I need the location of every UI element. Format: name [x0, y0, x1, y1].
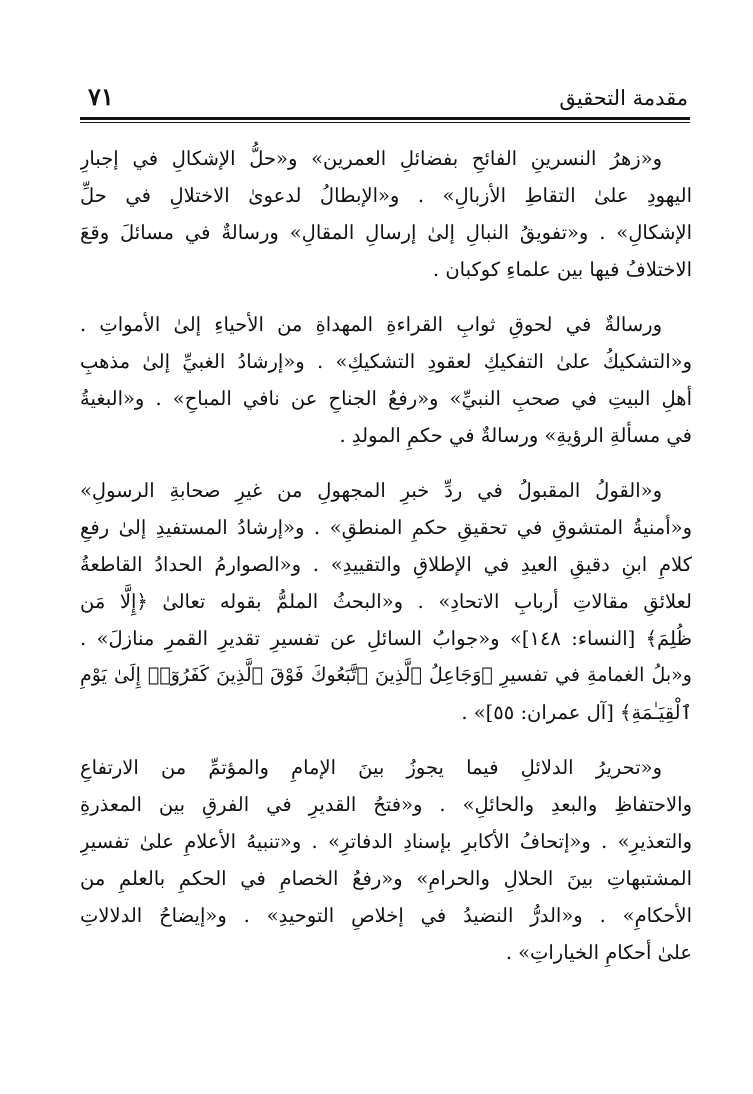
text-line: في مسألةِ الرؤيةِ» ورسالةٌ في حكمِ المولدِ . [339, 424, 692, 447]
paragraph-1 [80, 140, 692, 288]
text-line: الأحكامِ» . و«الدرُّ النضيدُ في إخلاصِ التوحيدِ» . و«إيضاحُ الدلالاتِ [80, 904, 692, 927]
body-text [80, 140, 692, 989]
text-line: الإشكالِ» . و«تفويقُ النبالِ إلىٰ إرسالِ المقالِ» ورسالةٌ في مسائلَ وقعَ [80, 221, 692, 244]
text-line: والتعذيرِ» . و«إتحافُ الأكابرِ بإسنادِ الدفاترِ» . و«تنبيهُ الأعلامِ علىٰ تفسيرِ [80, 830, 692, 853]
text-line: المشتبهاتِ بينَ الحلالِ والحرامِ» و«رفعُ الخصامِ في الحكمِ بالعلمِ من [80, 867, 692, 890]
text-line: و«أمنيةُ المتشوقِ في تحقيقِ حكمِ المنطقِ» . و«إرشادُ المستفيدِ إلىٰ رفعِ [80, 516, 692, 539]
paragraph-4 [80, 749, 692, 971]
text-line: أهلِ البيتِ في صحبِ النبيِّ» و«رفعُ الجناحِ عن نافي المباحِ» . و«البغيةُ [80, 387, 692, 410]
paragraph-3 [80, 472, 692, 731]
text-line: و«تحريرُ الدلائلِ فيما يجوزُ بينَ الإمامِ والمؤتمِّ من الارتفاعِ [80, 756, 662, 779]
text-line: الاختلافُ فيها بين علماءِ كوكبان . [432, 258, 692, 281]
text-line: و«بلُ الغمامةِ في تفسيرِ ﴿وَجَاعِلُ ٱلَّذِينَ ٱتَّبَعُوكَ فَوْقَ ٱلَّذِينَ كَفَرُوٓا۟ إِلَىٰ يَوْمِ [80, 664, 692, 686]
page-number: ٧١ [88, 82, 114, 111]
running-title: مقدمة التحقيق [559, 86, 688, 110]
text-line: لعلائقِ مقالاتِ أربابِ الاتحادِ» . و«البحثُ الملمُّ بقوله تعالىٰ ﴿إِلَّا مَن [80, 590, 692, 613]
text-line: كلامِ ابنِ دقيقِ العيدِ في الإطلاقِ والتقييدِ» . و«الصوارمُ الحدادُ القاطعةُ [80, 553, 692, 576]
text-line: اليهودِ علىٰ التقاطِ الأزبالِ» . و«الإبطالُ لدعوىٰ الاختلالِ في حلِّ [80, 184, 692, 207]
text-line: و«التشكيكُ علىٰ التفكيكِ لعقودِ التشكيكِ» . و«إرشادُ الغبيِّ إلىٰ مذهبِ [80, 350, 692, 373]
text-line: ورسالةٌ في لحوقِ ثوابِ القراءةِ المهداةِ من الأحياءِ إلىٰ الأمواتِ . [80, 313, 663, 336]
paragraph-2 [80, 306, 692, 454]
text-line: ظُلِمَ﴾ [النساء: ١٤٨]» و«جوابُ السائلِ عن تفسيرِ تقديرِ القمرِ منازلَ» . [80, 627, 692, 650]
header-rule-thin [80, 122, 690, 123]
text-line: و«زهرُ النسرينِ الفائحِ بفضائلِ العمرين» و«حلُّ الإشكالِ في إجبارِ [80, 147, 662, 170]
text-line: ٱلْقِيَـٰمَةِ﴾ [آل عمران: ٥٥]» . [461, 701, 692, 724]
page-header [88, 78, 688, 114]
text-line: و«القولُ المقبولُ في ردِّ خبرِ المجهولِ من غيرِ صحابةِ الرسولِ» [80, 479, 662, 502]
text-line: والاحتفاظِ والبعدِ والحائلِ» . و«فتحُ القديرِ في الفرقِ بين المعذرةِ [80, 793, 692, 816]
text-line: علىٰ أحكامِ الخياراتِ» . [505, 941, 692, 964]
header-rule-thick [80, 117, 690, 120]
